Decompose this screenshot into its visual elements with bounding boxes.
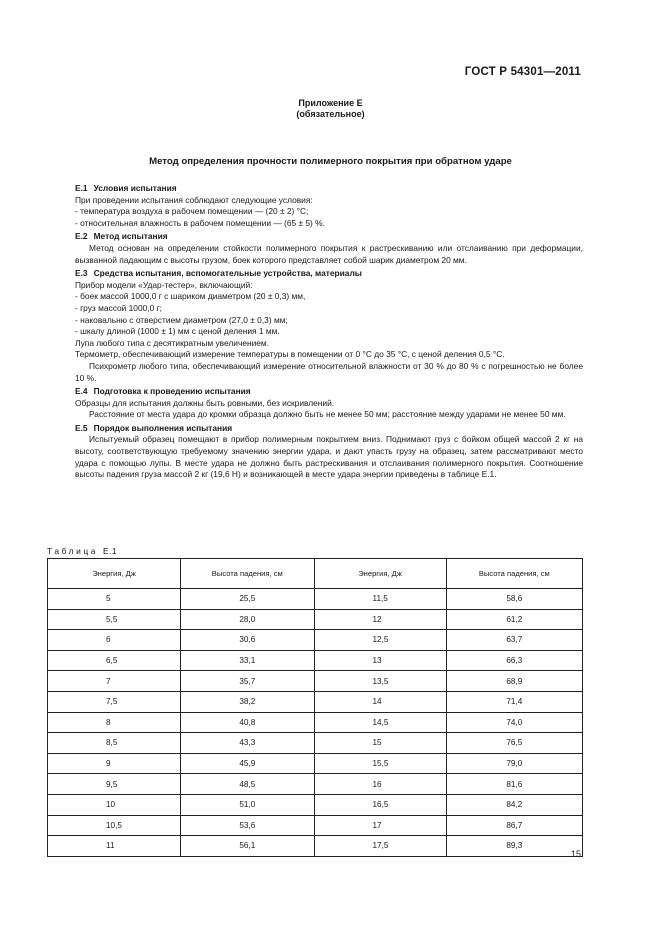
section-number: Е.5 — [75, 422, 88, 433]
paragraph: Метод основан на определении стойкости полимерного покрытия к растрескиванию или отслаиванию при деформации, вызванной падающим с высоты грузом, боек которого представляет собой шарик диаметром 20 мм. — [75, 242, 583, 265]
section-heading-e3 — [75, 268, 583, 280]
table-caption — [47, 546, 117, 556]
list-item: - груз массой 1000,0 г; — [75, 302, 162, 313]
table-cell: 12 — [314, 609, 446, 630]
table-cell: 86,7 — [446, 815, 582, 836]
table-row — [48, 712, 583, 733]
list-item: - относительная влажность в рабочем помещении — (65 ± 5) %. — [75, 217, 325, 228]
table-cell: 13 — [314, 650, 446, 671]
table-cell: 61,2 — [446, 609, 582, 630]
section-title: Условия испытания — [93, 183, 177, 193]
table-cell: 28,0 — [181, 609, 314, 630]
table-row — [48, 815, 583, 836]
table-caption-word: Таблица — [47, 546, 99, 556]
table-cell: 11 — [48, 836, 181, 857]
table-cell: 15 — [314, 733, 446, 754]
table-cell: 17 — [314, 815, 446, 836]
table-cell: 16 — [314, 774, 446, 795]
section-heading-e4 — [75, 386, 583, 398]
table-cell: 25,5 — [181, 589, 314, 610]
section-title: Метод испытания — [93, 231, 168, 242]
paragraph: Термометр, обеспечивающий измерение температуры в помещении от 0 °С до 35 °С, с ценой деления 0,5 °С. — [75, 349, 505, 360]
table-cell: 16,5 — [314, 794, 446, 815]
text-line: Лупа любого типа с десятикратным увеличением. — [75, 337, 270, 348]
table-cell: 14 — [314, 691, 446, 712]
table-cell: 9 — [48, 753, 181, 774]
table-row — [48, 671, 583, 692]
table-row — [48, 753, 583, 774]
table-cell: 66,3 — [446, 650, 582, 671]
section-number: Е.2 — [75, 231, 88, 242]
text-line: При проведении испытания соблюдают следующие условия: — [75, 194, 313, 205]
table-row — [48, 609, 583, 630]
section-heading-e5 — [75, 423, 583, 435]
table-cell: 15,5 — [314, 753, 446, 774]
energy-height-table — [47, 558, 583, 857]
list-item: - шкалу длиной (1000 ± 1) мм с ценой деления 1 мм. — [75, 326, 280, 337]
table-row — [48, 733, 583, 754]
section-heading-e1 — [75, 183, 583, 195]
section-title: Средства испытания, вспомогательные устройства, материалы — [93, 268, 362, 279]
table-cell: 8 — [48, 712, 181, 733]
table-cell: 48,5 — [181, 774, 314, 795]
section-heading-e2 — [75, 231, 583, 243]
table-body — [48, 589, 583, 857]
table-cell: 8,5 — [48, 733, 181, 754]
table-cell: 9,5 — [48, 774, 181, 795]
table-cell: 10,5 — [48, 815, 181, 836]
table-row — [48, 650, 583, 671]
table-header-cell: Энергия, Дж — [48, 559, 181, 589]
table-row — [48, 691, 583, 712]
table-cell: 63,7 — [446, 630, 582, 651]
table-cell: 35,7 — [181, 671, 314, 692]
table-cell: 45,9 — [181, 753, 314, 774]
table-cell: 5 — [48, 589, 181, 610]
table-cell: 76,5 — [446, 733, 582, 754]
table-cell: 33,1 — [181, 650, 314, 671]
paragraph: Психрометр любого типа, обеспечивающий измерение относительной влажности от 30 % до 80 % с погрешностью не более 10 %. — [75, 360, 583, 383]
table-cell: 84,2 — [446, 794, 582, 815]
appendix-subtitle: (обязательное) — [296, 109, 365, 119]
table-row — [48, 589, 583, 610]
table-cell: 79,0 — [446, 753, 582, 774]
paragraph: Испытуемый образец помещают в прибор полимерным покрытием вниз. Поднимают груз с бойком общей массой 2 кг на высоту, соответствующую требуемому значению энергии удара, и дают упасть грузу на образец, затем рассматривают место удара с помощью лупы. В месте удара не должно быть растрескивания и отслаивания полимерного покрытия. Соотношение высоты падения груза массой 2 кг (19,6 Н) и возникающей в месте удара энергии приведены в таблице Е.1. — [75, 434, 583, 480]
list-item: - боек массой 1000,0 г с шариком диаметром (20 ± 0,3) мм, — [75, 291, 306, 302]
table-cell: 81,6 — [446, 774, 582, 795]
document-body — [75, 181, 583, 481]
table-cell: 6,5 — [48, 650, 181, 671]
table-cell: 40,8 — [181, 712, 314, 733]
text-line: Прибор модели «Удар-тестер», включающий: — [75, 279, 253, 290]
table-cell: 12,5 — [314, 630, 446, 651]
table-cell: 74,0 — [446, 712, 582, 733]
table-row — [48, 630, 583, 651]
list-item: - температура воздуха в рабочем помещении — (20 ± 2) °С; — [75, 206, 309, 217]
table-cell: 89,3 — [446, 836, 582, 857]
table-header-cell: Высота падения, см — [446, 559, 582, 589]
table-caption-number: Е.1 — [102, 546, 118, 556]
list-item: - наковальню с отверстием диаметром (27,0 ± 0,3) мм; — [75, 314, 288, 325]
table-header-cell: Энергия, Дж — [314, 559, 446, 589]
table-cell: 38,2 — [181, 691, 314, 712]
paragraph: Расстояние от места удара до кромки образца должно быть не менее 50 мм; расстояние между ударами не менее 50 мм. — [89, 409, 566, 420]
table-header-row — [48, 559, 583, 589]
section-number: Е.4 — [75, 386, 88, 397]
page-number: 15 — [570, 849, 581, 859]
table-cell: 30,6 — [181, 630, 314, 651]
section-number: Е.1 — [75, 183, 88, 193]
section-number: Е.3 — [75, 268, 88, 279]
table-cell: 53,6 — [181, 815, 314, 836]
table-cell: 17,5 — [314, 836, 446, 857]
table-cell: 43,3 — [181, 733, 314, 754]
section-title: Подготовка к проведению испытания — [93, 386, 251, 397]
table-cell: 56,1 — [181, 836, 314, 857]
table-cell: 6 — [48, 630, 181, 651]
table-cell: 68,9 — [446, 671, 582, 692]
table-cell: 71,4 — [446, 691, 582, 712]
document-title: Метод определения прочности полимерного покрытия при обратном ударе — [149, 156, 512, 167]
table-row — [48, 836, 583, 857]
appendix-title: Приложение Е — [298, 98, 363, 108]
table-cell: 7,5 — [48, 691, 181, 712]
table-cell: 10 — [48, 794, 181, 815]
table-cell: 7 — [48, 671, 181, 692]
table-row — [48, 794, 583, 815]
text-line: Образцы для испытания должны быть ровными, без искривлений. — [75, 397, 335, 408]
table-cell: 5,5 — [48, 609, 181, 630]
table-row — [48, 774, 583, 795]
table-cell: 58,6 — [446, 589, 582, 610]
table-cell: 14,5 — [314, 712, 446, 733]
table-cell: 51,0 — [181, 794, 314, 815]
standard-code: ГОСТ Р 54301—2011 — [464, 66, 581, 78]
section-title: Порядок выполнения испытания — [93, 422, 233, 433]
table-cell: 11,5 — [314, 589, 446, 610]
table-header-cell: Высота падения, см — [181, 559, 314, 589]
table-cell: 13,5 — [314, 671, 446, 692]
